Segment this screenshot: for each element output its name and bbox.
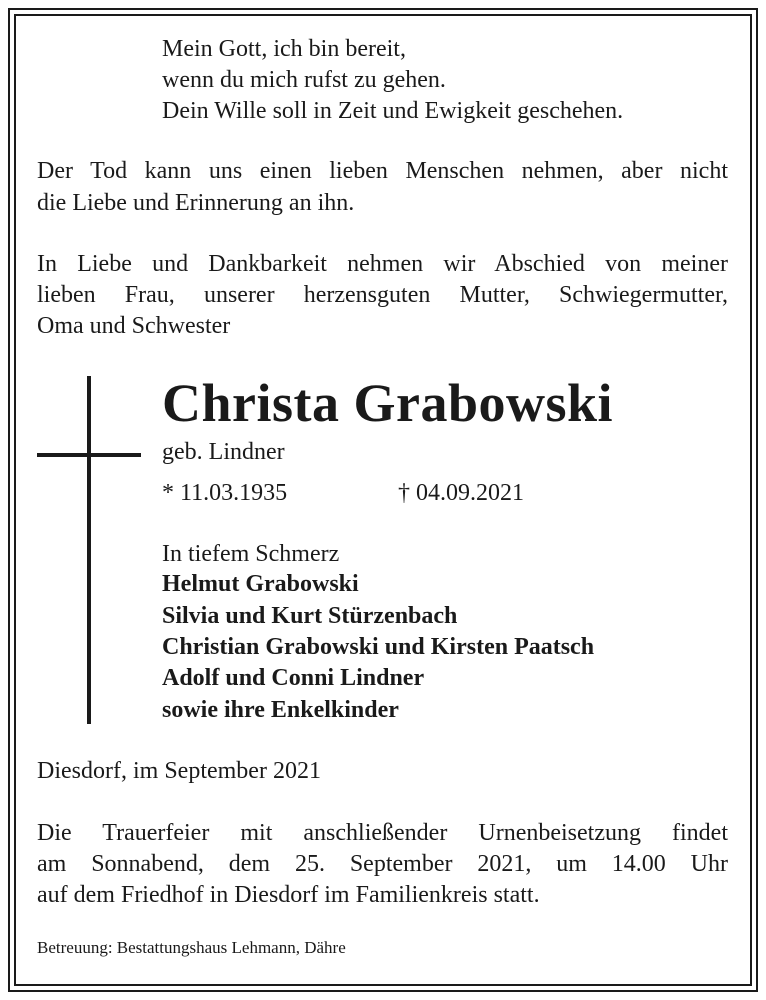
- funeral-line-2: am Sonnabend, dem 25. September 2021, um 14.00 Uhr: [37, 851, 728, 877]
- mourner-4: Adolf und Conni Lindner: [162, 665, 425, 691]
- mourner-3: Christian Grabowski und Kirsten Paatsch: [162, 634, 595, 660]
- farewell-line-2: lieben Frau, unserer herzensguten Mutter, Schwiegermutter,: [37, 282, 728, 308]
- funeral-line-3: auf dem Friedhof in Diesdorf im Familienkreis statt.: [37, 882, 540, 908]
- farewell-line-3: Oma und Schwester: [37, 313, 231, 339]
- mourner-2: Silvia und Kurt Stürzenbach: [162, 603, 458, 629]
- place-date: Diesdorf, im September 2021: [37, 758, 321, 784]
- mourner-1: Helmut Grabowski: [162, 571, 359, 597]
- birth-name: geb. Lindner: [162, 439, 285, 465]
- funeral-line-1: Die Trauerfeier mit anschließender Urnenbeisetzung findet: [37, 820, 728, 846]
- farewell-line-1: In Liebe und Dankbarkeit nehmen wir Abschied von meiner: [37, 251, 728, 277]
- cross-icon-vertical: [87, 376, 91, 724]
- deceased-name: Christa Grabowski: [162, 373, 614, 433]
- cross-icon-horizontal: [37, 453, 141, 457]
- poem-line-1: Mein Gott, ich bin bereit,: [162, 36, 406, 62]
- quote-line-2: die Liebe und Erinnerung an ihn.: [37, 190, 355, 216]
- quote-line-1: Der Tod kann uns einen lieben Menschen nehmen, aber nicht: [37, 158, 728, 184]
- poem-line-3: Dein Wille soll in Zeit und Ewigkeit geschehen.: [162, 98, 624, 124]
- mourner-5: sowie ihre Enkelkinder: [162, 697, 399, 723]
- poem-line-2: wenn du mich rufst zu gehen.: [162, 67, 446, 93]
- death-date: † 04.09.2021: [398, 480, 524, 506]
- mourners-intro: In tiefem Schmerz: [162, 541, 340, 567]
- undertaker-note: Betreuung: Bestattungshaus Lehmann, Dähre: [37, 938, 346, 957]
- birth-date: * 11.03.1935: [162, 480, 288, 506]
